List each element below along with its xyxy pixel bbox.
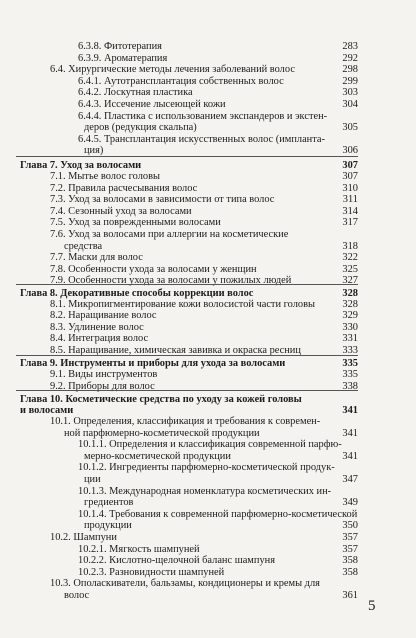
toc-entry-page: 335 (342, 358, 358, 369)
toc-entry-page: 292 (342, 53, 358, 64)
toc-entry-title: 9.2. Приборы для волос (50, 381, 155, 392)
toc-entry-title: Глава 7. Уход за волосами (20, 160, 142, 171)
toc-entry-title: 8.1. Микропигментирование кожи волосистой части головы (50, 299, 315, 310)
toc-entry-title: 6.4.1. Аутотрансплантация собственных волос (78, 76, 284, 87)
toc-entry-title: 7.5. Уход за поврежденными волосами (50, 217, 221, 228)
toc-entry-title: ции (84, 474, 101, 485)
toc-entry-title: средства (64, 241, 103, 252)
toc-entry-title: 8.5. Наращивание, химическая завивка и окраска ресниц (50, 345, 301, 356)
toc-entry-page: 361 (342, 590, 358, 601)
toc-entry-page: 357 (342, 532, 358, 543)
toc-entry-title: и волосами (20, 405, 74, 416)
toc-entry-page: 330 (342, 322, 358, 333)
toc-entry-title: мерно-косметической продукции (84, 451, 231, 462)
toc-entry-title: Глава 10. Косметические средства по уходу за кожей головы (20, 394, 302, 405)
toc-entry-page: 327 (342, 275, 358, 286)
toc-entry-title: 6.4.3. Иссечение лысеющей кожи (78, 99, 226, 110)
toc-entry-title: 6.4.4. Пластика с использованием экспандеров и экстен- (78, 111, 328, 122)
toc-entry-title: Глава 8. Декоративные способы коррекции волос (20, 288, 254, 299)
toc-entry-page: 306 (342, 145, 358, 156)
toc-entry-page: 335 (342, 369, 358, 380)
toc-entry-title: 7.3. Уход за волосами в зависимости от типа волос (50, 194, 275, 205)
toc-entry-page: 349 (342, 497, 358, 508)
toc-entry-page: 322 (342, 252, 358, 263)
toc-entry-page: 299 (342, 76, 358, 87)
toc-entry-title: Глава 9. Инструменты и приборы для ухода за волосами (20, 358, 286, 369)
toc-entry-title: 10.3. Ополаскиватели, бальзамы, кондиционеры и кремы для (50, 578, 320, 589)
toc-entry-page: 310 (342, 183, 358, 194)
toc-entry-title: 6.3.9. Ароматерапия (78, 53, 168, 64)
toc-entry-page: 357 (342, 544, 358, 555)
toc-entry-title: 10.1. Определения, классификация и требования к современ- (50, 416, 321, 427)
toc-entry-title: ция) (84, 145, 104, 156)
toc-entry-title: 10.2. Шампуни (50, 532, 117, 543)
toc-entry-title: гредиентов (84, 497, 134, 508)
toc-entry-title: 10.1.3. Международная номенклатура косметических ин- (78, 486, 332, 497)
toc-entry-page: 329 (342, 310, 358, 321)
toc-entry-page: 358 (342, 555, 358, 566)
toc-entry-title: 8.3. Удлинение волос (50, 322, 144, 333)
toc-entry-title: 10.2.1. Мягкость шампуней (78, 544, 200, 555)
toc-entry-title: 6.4.5. Трансплантация искусственных волос (импланта- (78, 134, 325, 145)
toc-entry-title: 6.3.8. Фитотерапия (78, 41, 162, 52)
toc-entry-page: 341 (342, 428, 358, 439)
chapter-divider (16, 156, 358, 157)
chapter-divider (16, 355, 358, 356)
toc-entry-title: 6.4. Хирургические методы лечения заболеваний волос (50, 64, 295, 75)
toc-entry-page: 283 (342, 41, 358, 52)
toc-entry-page: 347 (342, 474, 358, 485)
toc-entry-title: продукции (84, 520, 132, 531)
toc-entry-title: 10.1.2. Ингредиенты парфюмерно-косметической продук- (78, 462, 335, 473)
toc-entry-title: 7.8. Особенности ухода за волосами у женщин (50, 264, 257, 275)
toc-entry-title: 7.2. Правила расчесывания волос (50, 183, 198, 194)
toc-entry-page: 333 (342, 345, 358, 356)
toc-entry-page: 307 (342, 171, 358, 182)
toc-entry-title: 7.7. Маски для волос (50, 252, 143, 263)
toc-entry-page: 307 (342, 160, 358, 171)
toc-entry-title: 8.2. Наращивание волос (50, 310, 157, 321)
toc-entry-title: ной парфюмерно-косметической продукции (64, 428, 260, 439)
toc-entry-page: 298 (342, 64, 358, 75)
toc-entry-title: 10.2.2. Кислотно-щелочной баланс шампуня (78, 555, 275, 566)
toc-entry-title: 10.2.3. Разновидности шампуней (78, 567, 225, 578)
toc-entry-title: деров (редукция скальпа) (84, 122, 197, 133)
toc-entry-page: 304 (342, 99, 358, 110)
toc-entry-page: 311 (342, 194, 358, 205)
toc-entry-page: 305 (342, 122, 358, 133)
toc-entry-page: 314 (342, 206, 358, 217)
toc-entry-title: 9.1. Виды инструментов (50, 369, 158, 380)
toc-entry-page: 338 (342, 381, 358, 392)
toc-entry-page: 358 (342, 567, 358, 578)
toc-entry-title: 10.1.4. Требования к современной парфюмерно-косметической (78, 509, 358, 520)
toc-entry-page: 331 (342, 333, 358, 344)
toc-entry-page: 341 (342, 451, 358, 462)
toc-entry-page: 350 (342, 520, 358, 531)
page-number: 5 (368, 598, 376, 614)
toc-entry-title: 6.4.2. Лоскутная пластика (78, 87, 193, 98)
toc-entry-page: 303 (342, 87, 358, 98)
toc-entry-title: 10.1.1. Определения и классификация современной парфю- (78, 439, 342, 450)
toc-entry-page: 325 (342, 264, 358, 275)
toc-entry-title: 7.6. Уход за волосами при аллергии на косметические (50, 229, 289, 240)
toc-entry-title: 7.1. Мытье волос головы (50, 171, 160, 182)
toc-entry-title: 8.4. Интеграция волос (50, 333, 149, 344)
toc-entry-title: 7.4. Сезонный уход за волосами (50, 206, 192, 217)
toc-entry-page: 318 (342, 241, 358, 252)
chapter-divider (16, 390, 358, 391)
toc-entry-title: волос (64, 590, 90, 601)
toc-entry-page: 341 (342, 405, 358, 416)
toc-entry-page: 317 (342, 217, 358, 228)
chapter-divider (16, 284, 358, 285)
toc-entry-page: 328 (342, 288, 358, 299)
toc-entry-page: 328 (342, 299, 358, 310)
toc-entry-title: 7.9. Особенности ухода за волосами у пожилых людей (50, 275, 292, 286)
